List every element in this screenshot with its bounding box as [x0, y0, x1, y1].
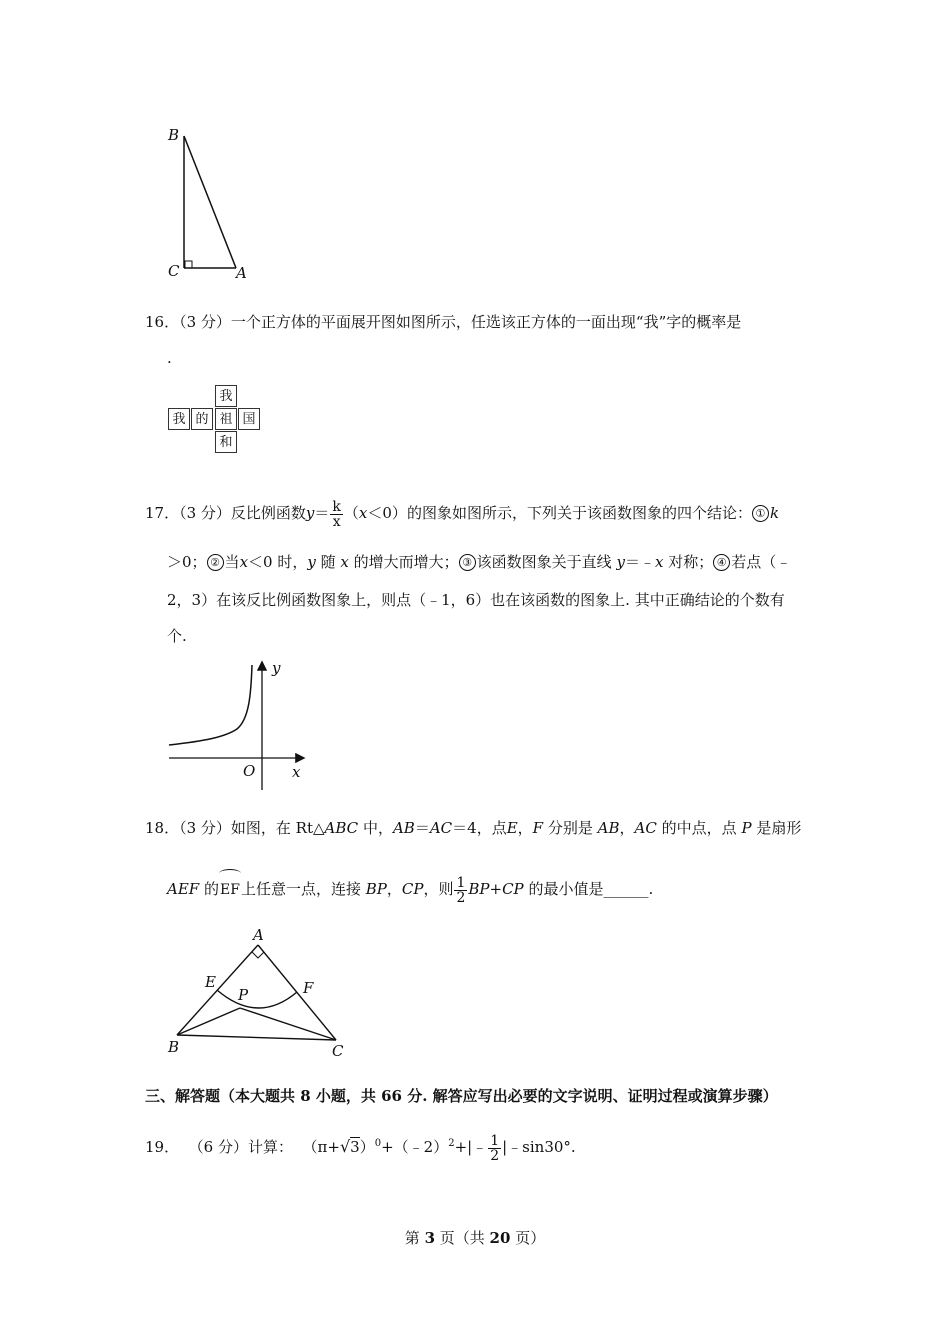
y-axis-label: y — [272, 659, 281, 677]
q18-line2: AEF 的 EF上任意一点，连接 BP，CP，则 $\frac{1}{2}$ BP+CP 的最小值是______. — [167, 872, 653, 907]
q16-blank: . — [167, 349, 172, 367]
label-a: A — [253, 926, 264, 944]
x-axis-label: x — [292, 763, 301, 781]
side-ab — [184, 136, 236, 268]
q18-blank[interactable]: ______ — [603, 880, 649, 898]
vertex-b: B — [168, 126, 180, 144]
vertex-a: A — [236, 264, 247, 282]
q16-score: （3 分） — [179, 313, 231, 331]
q16-text: 一个正方体的平面展开图如图所示，任选该正方体的一面出现“我”字的概率是 — [230, 313, 742, 331]
hyperbola-graph — [165, 655, 315, 795]
label-f: F — [303, 979, 314, 997]
q17-fraction: $\frac{k}{x}$ — [332, 498, 341, 530]
net-cell-3: 祖 — [215, 408, 237, 430]
arc-ef: EF — [219, 873, 241, 907]
triangle-sector-figure — [160, 925, 360, 1065]
q18-fraction: $\frac{1}{2}$ — [456, 874, 466, 906]
q16-line1 — [145, 312, 741, 332]
section3-title: 三、解答题（本大题共 8 小题，共 66 分. 解答应写出必要的文字说明、证明过程或演算步骤） — [145, 1087, 778, 1105]
right-angle-mark — [252, 952, 264, 958]
q19-fraction: $\frac{1}{2}$ — [490, 1132, 500, 1164]
arc-ef — [217, 990, 297, 1008]
triangle-figure — [160, 120, 270, 285]
net-cell-4: 国 — [238, 408, 260, 430]
q18-line1: 18．（3 分）如图，在 Rt△ABC 中，AB＝AC＝4，点E，F 分别是 AB，AC 的中点，点 P 是扇形 — [145, 819, 802, 837]
cube-net — [168, 385, 268, 455]
sqrt-3: √3 — [339, 1137, 360, 1156]
label-c: C — [332, 1042, 344, 1060]
hyperbola-curve — [169, 665, 252, 745]
net-cell-top: 我 — [215, 385, 237, 407]
net-cell-1: 我 — [168, 408, 190, 430]
label-e: E — [205, 973, 216, 991]
q17-line4: 个. — [167, 627, 187, 645]
q16-number: 16． — [145, 313, 180, 331]
label-b: B — [168, 1038, 180, 1056]
vertex-c: C — [168, 262, 180, 280]
current-page: 3 — [424, 1229, 435, 1247]
label-p: P — [238, 986, 249, 1004]
q19-line: 19． （6 分）计算： $(\pi+√3)^0+(﹣2)^2+|﹣$ $\frac{1}{2}$ |﹣sin30°. — [145, 1126, 576, 1165]
net-cell-2: 的 — [191, 408, 213, 430]
segment-bp — [177, 1008, 240, 1035]
origin-label: O — [243, 762, 256, 780]
segment-cp — [240, 1008, 336, 1040]
page-footer: 第 3 页（共 20 页） — [404, 1229, 546, 1247]
q17-line2: ＞0； ② 当x＜0 时，y 随 x 的增大而增大； ③ 该函数图象关于直线 y＝﹣x 对称； ④ 若点（﹣ — [167, 553, 792, 571]
q17-line1: 17．（3 分）反比例函数y＝ $\frac{k}{x}$ （x＜0）的图象如图所示，下列关于该函数图象的四个结论： ① k — [145, 498, 780, 530]
right-angle-mark — [185, 261, 192, 268]
q17-line3: 2，3）在该反比例函数图象上，则点（﹣1，6）也在该函数的图象上. 其中正确结论的个数有 — [167, 591, 785, 609]
side-bc — [177, 1035, 336, 1040]
total-pages: 20 — [489, 1229, 511, 1247]
net-cell-bottom: 和 — [215, 431, 237, 453]
